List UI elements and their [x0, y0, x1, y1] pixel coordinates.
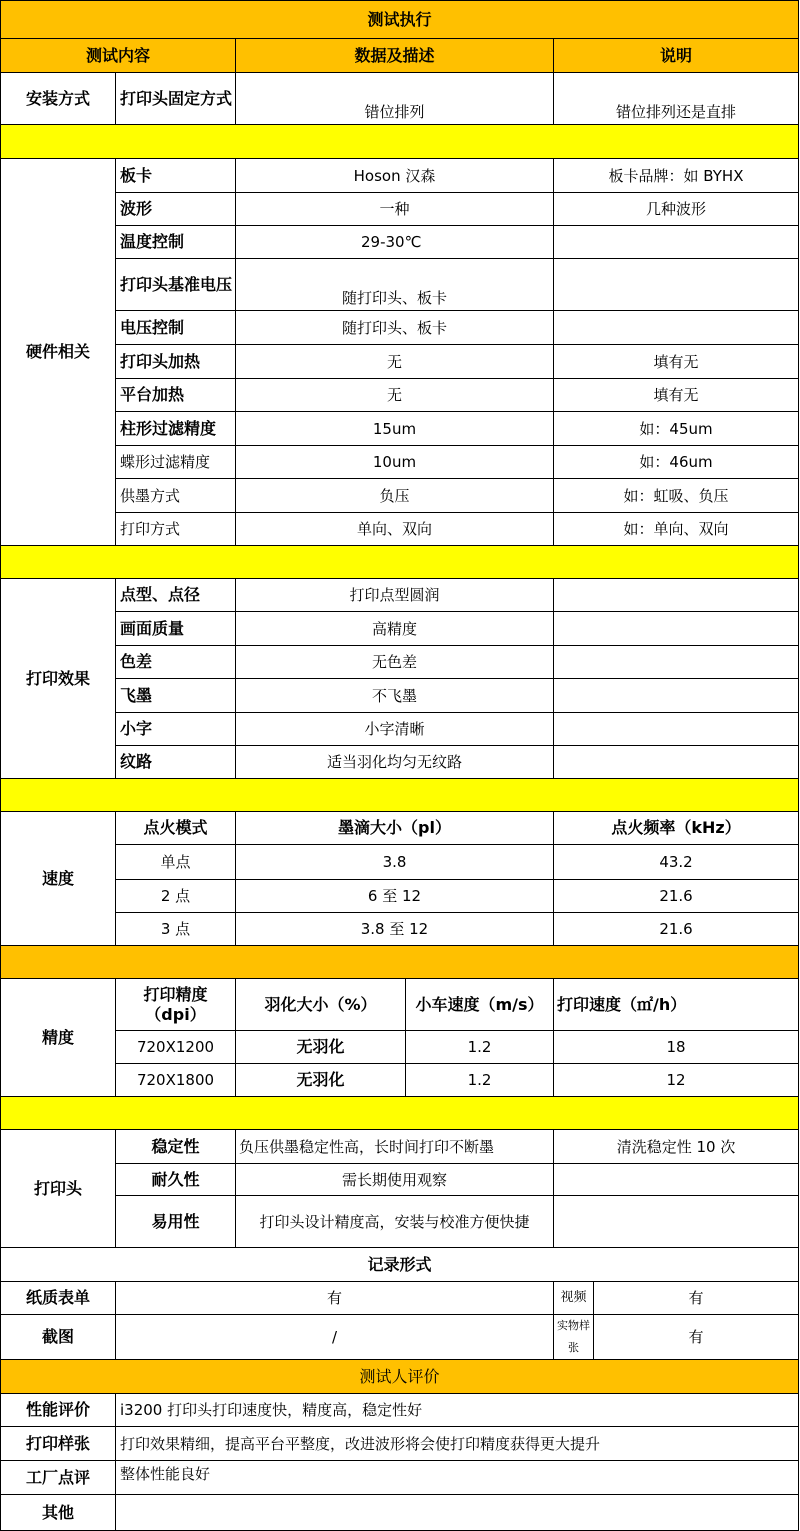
record-value: /	[116, 1315, 554, 1360]
hardware-note: 几种波形	[554, 193, 799, 226]
hardware-value: 29-30℃	[236, 226, 554, 259]
effect-label: 色差	[116, 646, 236, 679]
record-label: 截图	[1, 1315, 116, 1360]
hardware-value: 随打印头、板卡	[236, 311, 554, 345]
evaluation-title: 测试人评价	[1, 1360, 799, 1394]
hardware-label: 打印头加热	[116, 345, 236, 379]
effect-value: 打印点型圆润	[236, 579, 554, 612]
separator-row	[1, 546, 799, 579]
evaluation-label: 其他	[1, 1495, 116, 1531]
hardware-value: 15um	[236, 412, 554, 446]
hardware-value: 10um	[236, 446, 554, 479]
precision-header-dpi: 打印精度（dpi）	[116, 979, 236, 1031]
speed-drop: 6 至 12	[236, 880, 554, 913]
hardware-value: 无	[236, 379, 554, 412]
precision-header-feather: 羽化大小（%）	[236, 979, 406, 1031]
hardware-note	[554, 311, 799, 345]
printhead-label: 耐久性	[116, 1164, 236, 1196]
precision-header-speed: 打印速度（㎡/h）	[554, 979, 799, 1031]
hardware-note: 填有无	[554, 345, 799, 379]
printhead-label: 易用性	[116, 1196, 236, 1248]
evaluation-value: i3200 打印头打印速度快，精度高，稳定性好	[116, 1394, 799, 1427]
hardware-label: 柱形过滤精度	[116, 412, 236, 446]
precision-speed: 18	[554, 1031, 799, 1064]
hardware-note: 如：45um	[554, 412, 799, 446]
effect-value: 小字清晰	[236, 713, 554, 746]
printhead-note	[554, 1196, 799, 1248]
hardware-label: 打印方式	[116, 513, 236, 546]
speed-freq: 21.6	[554, 913, 799, 946]
evaluation-value	[116, 1495, 799, 1531]
effect-value: 不飞墨	[236, 679, 554, 713]
record-value2: 有	[594, 1282, 799, 1315]
hardware-value: 随打印头、板卡	[236, 259, 554, 311]
hardware-note: 如：单向、双向	[554, 513, 799, 546]
install-note: 错位排列还是直排	[554, 73, 799, 125]
speed-mode: 单点	[116, 845, 236, 880]
speed-mode: 2 点	[116, 880, 236, 913]
install-label: 打印头固定方式	[116, 73, 236, 125]
effect-label: 小字	[116, 713, 236, 746]
precision-car: 1.2	[406, 1064, 554, 1097]
hardware-value: 单向、双向	[236, 513, 554, 546]
speed-mode: 3 点	[116, 913, 236, 946]
record-label2: 实物样张	[554, 1315, 594, 1360]
evaluation-label: 性能评价	[1, 1394, 116, 1427]
effect-note	[554, 579, 799, 612]
printhead-value: 负压供墨稳定性高，长时间打印不断墨	[236, 1130, 554, 1164]
precision-feather: 无羽化	[236, 1031, 406, 1064]
precision-dpi: 720X1200	[116, 1031, 236, 1064]
hardware-note: 如：虹吸、负压	[554, 479, 799, 513]
hardware-value: 无	[236, 345, 554, 379]
hardware-note: 填有无	[554, 379, 799, 412]
printhead-category: 打印头	[1, 1130, 116, 1248]
effect-label: 飞墨	[116, 679, 236, 713]
table-title: 测试执行	[1, 1, 799, 39]
effect-note	[554, 679, 799, 713]
separator-row	[1, 779, 799, 812]
install-value: 错位排列	[236, 73, 554, 125]
effect-note	[554, 713, 799, 746]
record-title: 记录形式	[1, 1248, 799, 1282]
hardware-label: 蝶形过滤精度	[116, 446, 236, 479]
precision-dpi: 720X1800	[116, 1064, 236, 1097]
hardware-note	[554, 259, 799, 311]
hardware-label: 温度控制	[116, 226, 236, 259]
effect-note	[554, 646, 799, 679]
precision-feather: 无羽化	[236, 1064, 406, 1097]
hardware-value: 负压	[236, 479, 554, 513]
hardware-note: 板卡品牌：如 BYHX	[554, 159, 799, 193]
effect-category: 打印效果	[1, 579, 116, 779]
speed-drop: 3.8 至 12	[236, 913, 554, 946]
printhead-value: 打印头设计精度高，安装与校准方便快捷	[236, 1196, 554, 1248]
precision-car: 1.2	[406, 1031, 554, 1064]
hardware-label: 波形	[116, 193, 236, 226]
effect-label: 点型、点径	[116, 579, 236, 612]
speed-header-mode: 点火模式	[116, 812, 236, 845]
record-label: 纸质表单	[1, 1282, 116, 1315]
evaluation-value: 整体性能良好	[116, 1461, 799, 1495]
speed-freq: 43.2	[554, 845, 799, 880]
record-value: 有	[116, 1282, 554, 1315]
effect-value: 无色差	[236, 646, 554, 679]
evaluation-label: 工厂点评	[1, 1461, 116, 1495]
hardware-label: 电压控制	[116, 311, 236, 345]
hardware-note	[554, 226, 799, 259]
effect-note	[554, 612, 799, 646]
effect-label: 画面质量	[116, 612, 236, 646]
separator-row	[1, 946, 799, 979]
separator-row	[1, 1097, 799, 1130]
col-header-note: 说明	[554, 39, 799, 73]
printhead-value: 需长期使用观察	[236, 1164, 554, 1196]
hardware-value: 一种	[236, 193, 554, 226]
install-category: 安装方式	[1, 73, 116, 125]
printhead-note	[554, 1164, 799, 1196]
col-header-data: 数据及描述	[236, 39, 554, 73]
effect-value: 高精度	[236, 612, 554, 646]
precision-speed: 12	[554, 1064, 799, 1097]
effect-label: 纹路	[116, 746, 236, 779]
hardware-label: 供墨方式	[116, 479, 236, 513]
precision-header-car: 小车速度（m/s）	[406, 979, 554, 1031]
printhead-label: 稳定性	[116, 1130, 236, 1164]
evaluation-value: 打印效果精细，提高平台平整度，改进波形将会使打印精度获得更大提升	[116, 1427, 799, 1461]
speed-freq: 21.6	[554, 880, 799, 913]
col-header-content: 测试内容	[1, 39, 236, 73]
evaluation-label: 打印样张	[1, 1427, 116, 1461]
separator-row	[1, 125, 799, 159]
record-value2: 有	[594, 1315, 799, 1360]
hardware-note: 如：46um	[554, 446, 799, 479]
speed-category: 速度	[1, 812, 116, 946]
speed-drop: 3.8	[236, 845, 554, 880]
speed-header-drop: 墨滴大小（pl）	[236, 812, 554, 845]
printhead-note: 清洗稳定性 10 次	[554, 1130, 799, 1164]
effect-note	[554, 746, 799, 779]
record-label2: 视频	[554, 1282, 594, 1315]
hardware-category: 硬件相关	[1, 159, 116, 546]
hardware-label: 打印头基准电压	[116, 259, 236, 311]
precision-category: 精度	[1, 979, 116, 1097]
effect-value: 适当羽化均匀无纹路	[236, 746, 554, 779]
hardware-value: Hoson 汉森	[236, 159, 554, 193]
hardware-label: 平台加热	[116, 379, 236, 412]
hardware-label: 板卡	[116, 159, 236, 193]
speed-header-freq: 点火频率（kHz）	[554, 812, 799, 845]
